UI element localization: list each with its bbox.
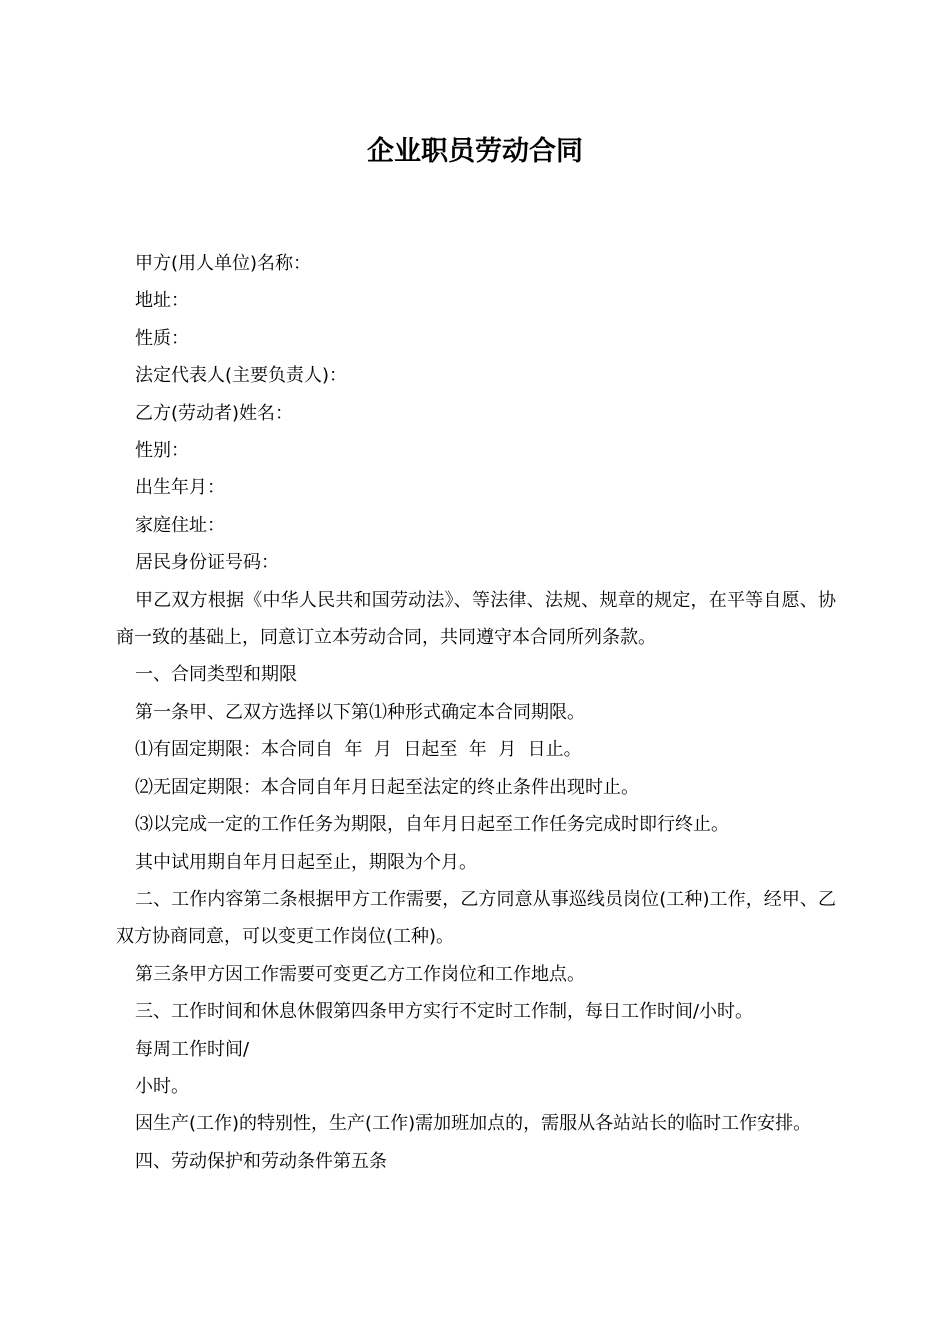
party-a-name-line: 甲方(用人单位)名称： bbox=[135, 253, 312, 274]
section-labor-protection: 四、劳动保护和劳动条件第五条 bbox=[135, 1150, 387, 1172]
party-b-id-number-line: 居民身份证号码： bbox=[135, 552, 279, 574]
party-b-gender-line: 性别： bbox=[135, 440, 189, 462]
weekly-hours-line: 每周工作时间/ bbox=[135, 1038, 250, 1060]
section-working-hours: 三、工作时间和休息休假第四条甲方实行不定时工作制，每日工作时间/小时。 bbox=[135, 1001, 754, 1023]
document-title: 企业职员劳动合同 bbox=[367, 136, 583, 167]
probation-period-line: 其中试用期自年月日起至止，期限为个月。 bbox=[135, 851, 477, 873]
overtime-paragraph: 因生产(工作)的特别性，生产(工作)需加班加点的，需服从各站站长的临时工作安排。 bbox=[135, 1113, 812, 1135]
term-option-task: ⑶以完成一定的工作任务为期限，自年月日起至工作任务完成时即行终止。 bbox=[135, 814, 729, 836]
section-work-content: 二、工作内容第二条根据甲方工作需要，乙方同意从事巡线员岗位(工种)工作，经甲、乙双方协商同意，可以变更工作岗位(工种)。 bbox=[116, 888, 836, 948]
party-b-name-line: 乙方(劳动者)姓名： bbox=[135, 402, 294, 424]
party-a-address-line: 地址： bbox=[135, 290, 189, 312]
article-three: 第三条甲方因工作需要可变更乙方工作岗位和工作地点。 bbox=[135, 963, 585, 985]
document-body bbox=[116, 245, 836, 1180]
article-one: 第一条甲、乙双方选择以下第⑴种形式确定本合同期限。 bbox=[135, 701, 585, 723]
hours-unit-line: 小时。 bbox=[135, 1075, 189, 1097]
party-b-birth-line: 出生年月： bbox=[135, 477, 225, 499]
legal-representative-line: 法定代表人(主要负责人)： bbox=[135, 365, 348, 387]
term-option-open: ⑵无固定期限：本合同自年月日起至法定的终止条件出现时止。 bbox=[135, 776, 639, 798]
party-a-nature-line: 性质： bbox=[135, 327, 189, 349]
section-heading-contract-type: 一、合同类型和期限 bbox=[135, 664, 297, 686]
term-option-fixed: ⑴有固定期限：本合同自 年 月 日起至 年 月 日止。 bbox=[135, 739, 582, 761]
party-b-home-address-line: 家庭住址： bbox=[135, 514, 225, 536]
preamble-paragraph: 甲乙双方根据《中华人民共和国劳动法》、等法律、法规、规章的规定，在平等自愿、协商一致的基础上，同意订立本劳动合同，共同遵守本合同所列条款。 bbox=[116, 589, 836, 649]
